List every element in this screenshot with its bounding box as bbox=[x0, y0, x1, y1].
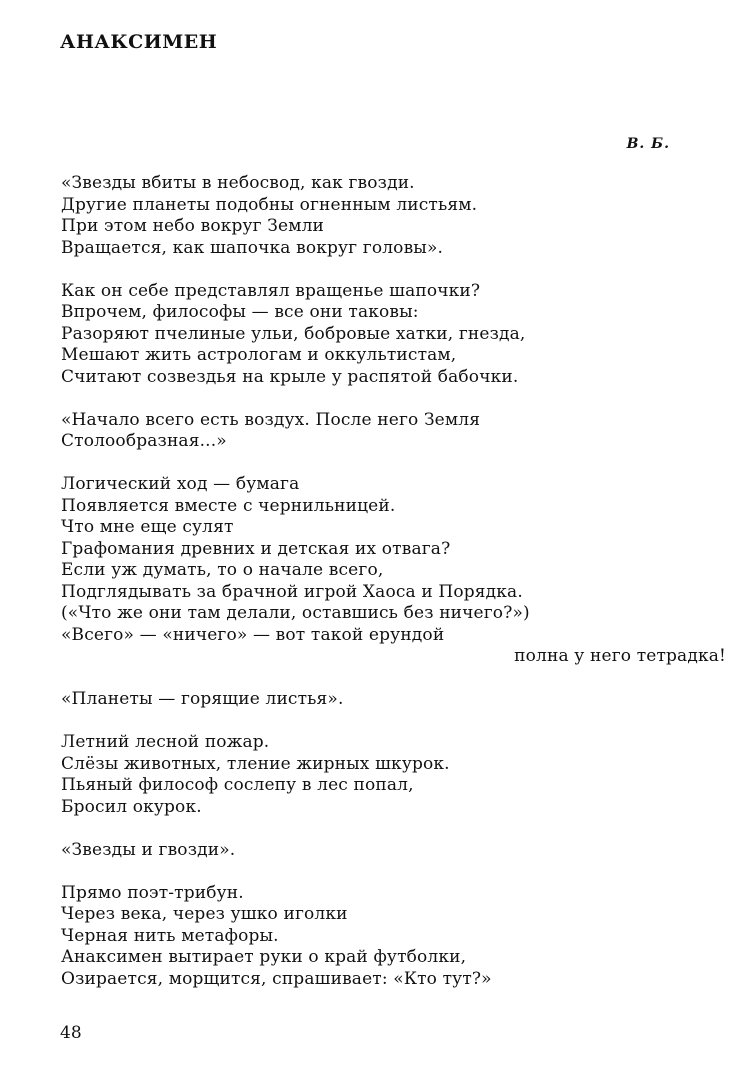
stanza bbox=[61, 732, 701, 818]
poem-line: Появляется вместе с чернильницей. bbox=[61, 495, 396, 516]
poem-line: Через века, через ушко иголки bbox=[61, 904, 348, 924]
poem-line: Разоряют пчелиные ульи, бобровые хатки, гнезда, bbox=[61, 323, 526, 344]
poem-body bbox=[61, 173, 726, 1012]
stanza bbox=[61, 173, 701, 259]
poem-line: Слёзы животных, тление жирных шкурок. bbox=[61, 753, 450, 774]
poem-line: «Начало всего есть воздух. После него Земля bbox=[61, 409, 481, 430]
poem-line: Столообразная...» bbox=[61, 431, 227, 451]
poem-line: Другие планеты подобны огненным листьям. bbox=[61, 194, 478, 215]
poem-line: При этом небо вокруг Земли bbox=[61, 216, 325, 236]
poem-line-indented: полна у него тетрадка! bbox=[514, 646, 726, 666]
poem-title: АНАКСИМЕН bbox=[60, 31, 218, 53]
poem-line: «Планеты — горящие листья». bbox=[61, 689, 344, 709]
stanza bbox=[61, 474, 726, 668]
dedication: В. Б. bbox=[626, 136, 670, 152]
stanza bbox=[61, 281, 701, 389]
poem-line: Прямо поэт-трибун. bbox=[61, 882, 244, 903]
poem-line: Графомания древних и детская их отвага? bbox=[61, 538, 451, 559]
poem-line: Как он себе представлял вращенье шапочки? bbox=[61, 280, 481, 301]
poem-line: Вращается, как шапочка вокруг головы». bbox=[61, 237, 444, 258]
stanza bbox=[61, 883, 701, 991]
poem-line: Озирается, морщится, спрашивает: «Кто тут?» bbox=[61, 968, 492, 989]
poem-line: «Звезды и гвозди». bbox=[61, 839, 236, 860]
poem-line: Что мне еще сулят bbox=[61, 517, 234, 537]
poem-line: Впрочем, философы — все они таковы: bbox=[61, 302, 419, 322]
poem-line: Черная нить метафоры. bbox=[61, 925, 279, 946]
poem-line: Пьяный философ сослепу в лес попал, bbox=[61, 775, 414, 795]
poem-line: Летний лесной пожар. bbox=[61, 732, 270, 752]
poem-line: Мешают жить астрологам и оккультистам, bbox=[61, 345, 457, 365]
poem-line: «Всего» — «ничего» — вот такой ерундой bbox=[61, 624, 445, 645]
page-number: 48 bbox=[60, 1023, 82, 1043]
poem-line: Считают созвездья на крыле у распятой бабочки. bbox=[61, 366, 519, 387]
poem-line: Анаксимен вытирает руки о край футболки, bbox=[61, 947, 467, 967]
poem-line: Бросил окурок. bbox=[61, 796, 202, 817]
poem-line: «Звезды вбиты в небосвод, как гвозди. bbox=[61, 173, 415, 193]
stanza bbox=[61, 410, 701, 453]
stanza bbox=[61, 840, 701, 862]
poem-line: Подглядывать за брачной игрой Хаоса и Порядка. bbox=[61, 581, 523, 602]
poem-line: Если уж думать, то о начале всего, bbox=[61, 560, 384, 580]
stanza bbox=[61, 689, 701, 711]
poem-line: («Что же они там делали, оставшись без ничего?») bbox=[61, 603, 530, 623]
poem-line: Логический ход — бумага bbox=[61, 474, 300, 494]
